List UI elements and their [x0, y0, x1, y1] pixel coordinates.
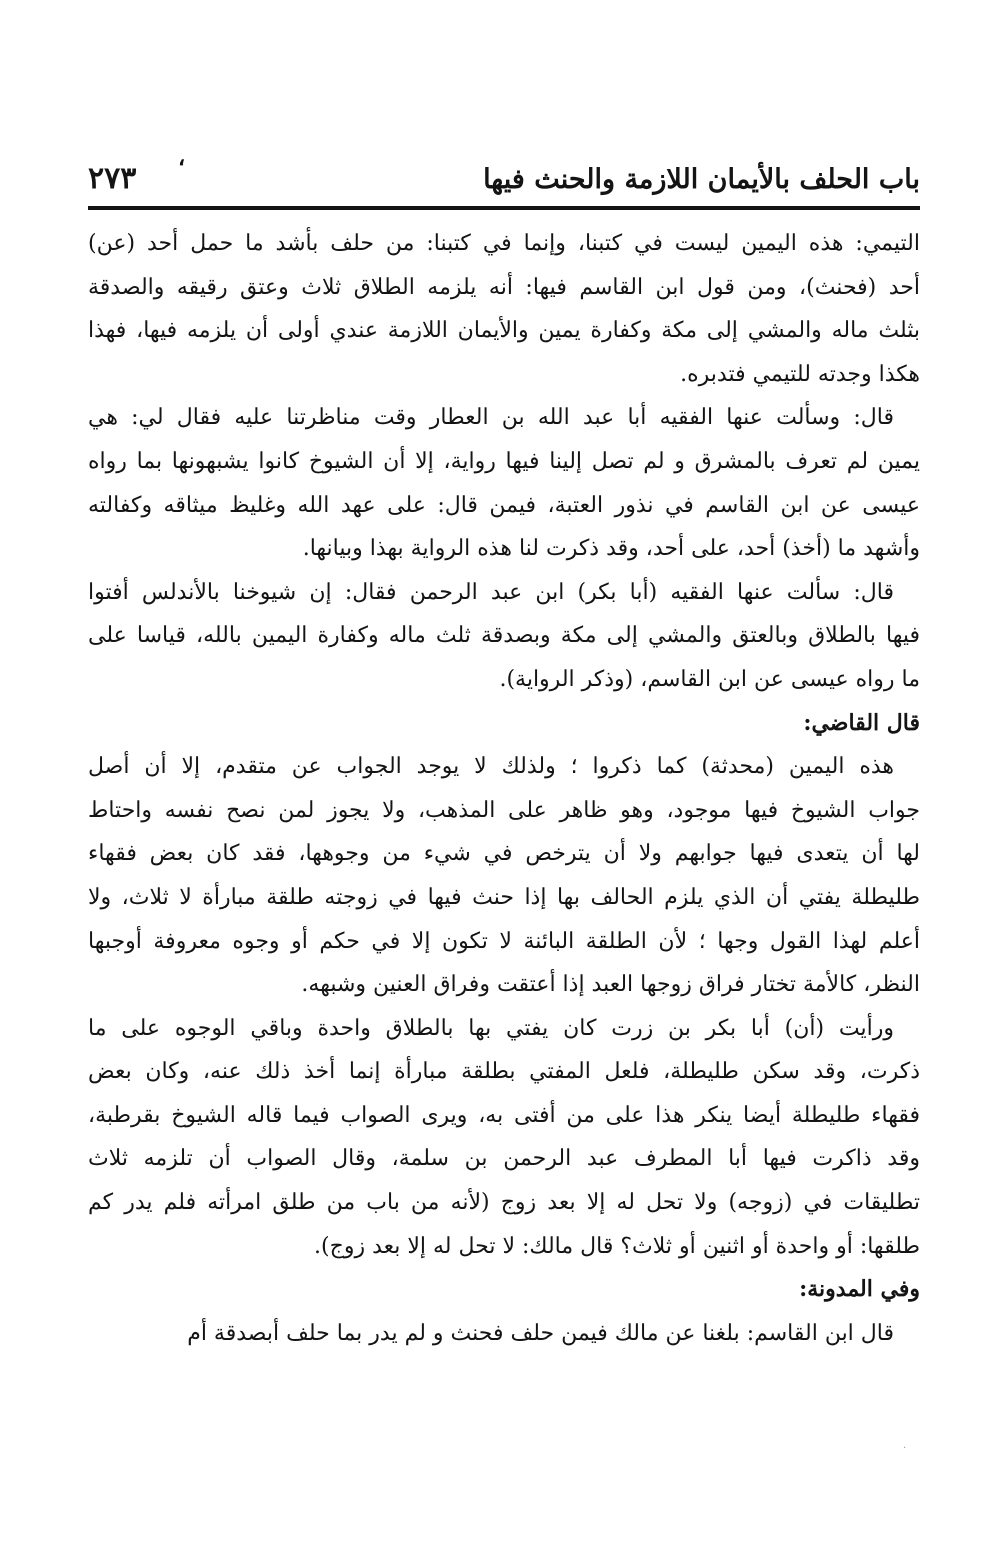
text-line: فقهاء طليطلة أيضا ينكر هذا على من أفتى به، ويرى الصواب فيما قاله الشيوخ بقرطبة، [88, 1102, 920, 1128]
text-line: ما رواه عيسى عن ابن القاسم، (وذكر الرواية). [499, 666, 920, 692]
text-line: بثلث ماله والمشي إلى مكة وكفارة يمين والأيمان اللازمة عندي أولى أن يلزمه فيها، فهذا [88, 318, 920, 344]
text-line: فيها بالطلاق وبالعتق والمشي إلى مكة وبصدقة ثلث ماله وكفارة اليمين بالله، قياسا على [88, 623, 920, 649]
text-line: أحد (فحنث)، ومن قول ابن القاسم فيها: أنه يلزمه الطلاق ثلاث وعتق رقيقه والصدقة [88, 274, 920, 300]
chapter-title: باب الحلف بالأيمان اللازمة والحنث فيها [483, 164, 920, 195]
text-line: يمين لم تعرف بالمشرق و لم تصل إلينا فيها رواية، إلا أن الشيوخ كانوا يشبهونها بما رواه [88, 448, 920, 474]
text-line: جواب الشيوخ فيها موجود، وهو ظاهر على المذهب، ولا يجوز لمن نصح نفسه واحتاط [88, 797, 920, 823]
text-line: تطليقات في (زوجه) ولا تحل له إلا بعد زوج (لأنه من باب من طلق امرأته فلم يدر كم [88, 1190, 920, 1216]
section-heading: وفي المدونة: [799, 1276, 920, 1303]
text-line: طلقها: أو واحدة أو اثنين أو ثلاث؟ قال مالك: لا تحل له إلا بعد زوج). [314, 1233, 920, 1259]
text-line: طليطلة يفتي أن الذي يلزم الحالف بها إذا حنث فيها في زوجته طلقة مبارأة لا ثلاث، ولا [88, 884, 920, 910]
header-mark: ، [178, 145, 186, 171]
text-line: التيمي: هذه اليمين ليست في كتبنا، وإنما في كتبنا: من حلف بأشد ما حمل أحد (عن) [88, 231, 920, 256]
text-line: هكذا وجدته للتيمي فتدبره. [680, 361, 920, 387]
paragraph [88, 745, 920, 1007]
text-line: قال: سألت عنها الفقيه (أبا بكر) ابن عبد الرحمن فقال: إن شيوخنا بالأندلس أفتوا [88, 579, 894, 605]
text-line: ذكرت، وقد سكن طليطلة، فلعل المفتي بطلقة مبارأة إنما أخذ ذلك عنه، وكان بعض [88, 1059, 920, 1085]
page-number: ٢٧٣ [88, 161, 137, 196]
section-heading: قال القاضي: [803, 709, 920, 736]
paragraph [88, 222, 920, 396]
text-line: هذه اليمين (محدثة) كما ذكروا ؛ ولذلك لا يوجد الجواب عن متقدم، إلا أن أصل [88, 754, 894, 780]
text-line: النظر، كالأمة تختار فراق زوجها العبد إذا أعتقت وفراق العنين وشبهه. [301, 972, 920, 998]
text-line: قال: وسألت عنها الفقيه أبا عبد الله بن العطار وقت مناظرتنا عليه فقال لي: هي [88, 405, 894, 431]
paragraph [88, 396, 920, 570]
paragraph [88, 1007, 920, 1269]
text-line: وأشهد ما (أخذ) أحد، على أحد، وقد ذكرت لنا هذه الرواية بهذا وبيانها. [302, 536, 920, 562]
text-line: لها أن يتعدى فيها جوابهم ولا أن يترخص في شيء من وجوهها، فقد كان بعض فقهاء [88, 841, 920, 867]
text-line: قال ابن القاسم: بلغنا عن مالك فيمن حلف فحنث و لم يدر بما حلف أبصدقة أم [187, 1320, 894, 1346]
paragraph [88, 1312, 920, 1356]
text-line: وقد ذاكرت فيها أبا المطرف عبد الرحمن بن سلمة، وقال الصواب أن تلزمه ثلاث [88, 1146, 920, 1172]
header-rule [88, 206, 920, 210]
paragraph [88, 571, 920, 702]
text-line: عيسى عن ابن القاسم في نذور العتبة، فيمن قال: على عهد الله وغليظ ميثاقه وكفالته [88, 492, 920, 518]
scan-speck: · [903, 1443, 907, 1454]
text-line: أعلم لهذا القول وجها ؛ لأن الطلقة البائنة لا تكون إلا في حكم أو وجوه معروفة أوجبها [88, 928, 920, 954]
running-header [88, 160, 920, 204]
text-line: ورأيت (أن) أبا بكر بن زرت كان يفتي بها بالطلاق واحدة وباقي الوجوه على ما [88, 1015, 894, 1041]
page-body [88, 222, 920, 1355]
